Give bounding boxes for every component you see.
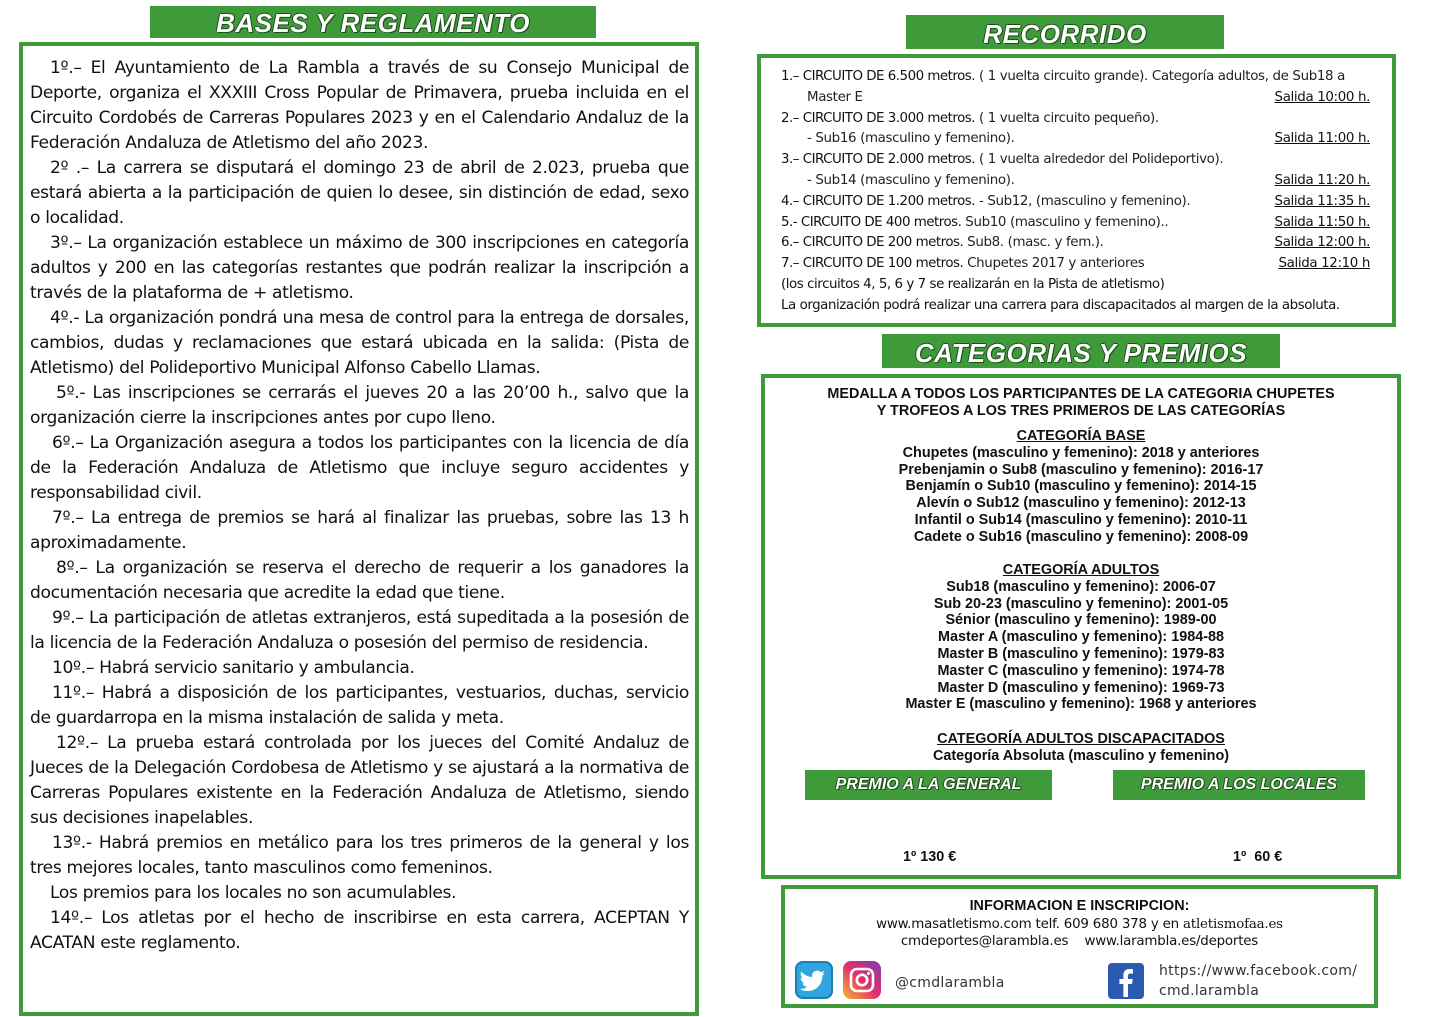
route-row: 6.– CIRCUITO DE 200 metros. Sub8. (masc. y fem.). Salida 12:00 h.	[781, 235, 1370, 251]
list-item: Master A (masculino y femenino): 1984-88	[937, 629, 1225, 646]
route-row: 3.– CIRCUITO DE 2.000 metros. ( 1 vuelta alrededor del Polideportivo).	[781, 152, 1224, 168]
route-row: 4.– CIRCUITO DE 1.200 metros. - Sub12, (masculino y femenino). Salida 11:35 h.	[781, 193, 1370, 209]
route-note: La organización podrá realizar una carrera para discapacitados al margen de la absoluta.	[781, 297, 1340, 313]
email-link[interactable]: cmdeportes@larambla.es	[900, 934, 1069, 949]
rule-12: 12º.– La prueba estará controlada por los jueces del Comité Andaluz de Jueces de la Delegación Cordobesa de Atletismo y se ajustará a la normativa de Carreras Populares existente en la Federación Andaluza de Atletismo, siendo sus decisiones inapelables.	[30, 733, 689, 828]
recorrido-title: RECORRIDO	[906, 15, 1224, 49]
route-row: - Sub14 (masculino y femenino). Salida 11:20 h.	[807, 172, 1370, 188]
list-item: Categoría Absoluta (masculino y femenino)	[932, 747, 1230, 764]
list-item: Sub 20-23 (masculino y femenino): 2001-05	[933, 595, 1229, 612]
list-item: Alevín o Sub12 (masculino y femenino): 2012-13	[916, 495, 1246, 512]
rule-11: 11º.– Habrá a disposición de los participantes, vestuarios, duchas, servicio de guardarropa en la misma instalación de salida y meta.	[30, 683, 689, 728]
twitter-icon[interactable]	[795, 961, 833, 999]
rule-4: 4º.- La organización pondrá una mesa de control para la entrega de dorsales, cambios, dudas y reclamaciones que estará ubicada en la salida: (Pista de Atletismo) del Polideportivo Municipal Alfonso Cabello Llamas.	[30, 308, 689, 378]
route-row: 7.– CIRCUITO DE 100 metros. Chupetes 2017 y anteriores Salida 12:10 h	[781, 256, 1370, 272]
list-item: Prebenjamin o Sub8 (masculino y femenino): 2016-17	[898, 461, 1264, 478]
premio-locales-title: PREMIO A LOS LOCALES	[1113, 770, 1365, 800]
social-handle[interactable]: @cmdlarambla	[895, 975, 1005, 991]
rule-10: 10º.– Habrá servicio sanitario y ambulancia.	[52, 658, 415, 678]
fed-website-link[interactable]: atletismofaa.es	[1183, 917, 1283, 932]
categoria-base	[765, 428, 1397, 546]
instagram-icon[interactable]	[843, 961, 881, 999]
route-row: 2.– CIRCUITO DE 3.000 metros. ( 1 vuelta circuito pequeño).	[781, 110, 1159, 126]
list-item: 1º 130 €	[903, 849, 957, 865]
info-title: INFORMACION E INSCRIPCION:	[969, 898, 1190, 914]
recorrido-box	[757, 54, 1396, 327]
categoria-adultos	[765, 562, 1397, 713]
categorias-box	[761, 374, 1401, 879]
rule-8: 8º.– La organización se reserva el derecho de requerir a los ganadores la documentación necesaria que acredite la edad que tiene.	[30, 558, 689, 603]
list-item: Chupetes (masculino y femenino): 2018 y anteriores	[902, 444, 1260, 461]
website-phone-text: www.masatletismo.com telf. 609 680 378 y en	[876, 917, 1183, 932]
rule-13: 13º.- Habrá premios en metálico para los tres primeros de la general y los tres mejores locales, tanto masculinos como femeninos.	[30, 833, 689, 878]
facebook-icon[interactable]	[1108, 963, 1144, 999]
info-contact-line	[785, 916, 1374, 933]
bases-title: BASES Y REGLAMENTO	[150, 6, 596, 38]
categorias-intro: MEDALLA A TODOS LOS PARTICIPANTES DE LA CATEGORIA CHUPETES Y TROFEOS A LOS TRES PRIMEROS DE LAS CATEGORÍAS	[827, 386, 1335, 419]
categorias-title: CATEGORIAS Y PREMIOS	[882, 334, 1280, 368]
rule-7: 7º.– La entrega de premios se hará al finalizar las pruebas, sobre las 13 h aproximadamente.	[30, 508, 689, 553]
route-row: Master E Salida 10:00 h.	[807, 89, 1370, 105]
rule-5: 5º.- Las inscripciones se cerrarás el jueves 20 a las 20’00 h., salvo que la organización cierre la inscripciones antes por cupo lleno.	[30, 383, 689, 428]
list-item: Infantil o Sub14 (masculino y femenino): 2010-11	[914, 511, 1248, 528]
route-note: (los circuitos 4, 5, 6 y 7 se realizarán en la Pista de atletismo)	[781, 276, 1165, 292]
rule-3: 3º.– La organización establece un máximo de 300 inscripciones en categoría adultos y 200 en las categorías restantes que podrán realizar la inscripción a través de la plataforma de + atletismo.	[30, 233, 689, 303]
rule-1: 1º.– El Ayuntamiento de La Rambla a través de su Consejo Municipal de Deporte, organiza el XXXIII Cross Popular de Primavera, prueba incluida en el Circuito Cordobés de Carreras Populares 2023 y en el Calendario Andaluz de la Federación Andaluza de Atletismo del año 2023.	[30, 58, 689, 153]
categoria-base-title: CATEGORÍA BASE	[1016, 428, 1146, 444]
rule-9: 9º.– La participación de atletas extranjeros, está supeditada a la posesión de la licencia de la Federación Andaluza o posesión del permiso de residencia.	[30, 608, 689, 653]
info-box	[781, 885, 1378, 1008]
list-item: Benjamín o Sub10 (masculino y femenino): 2014-15	[905, 478, 1257, 495]
rule-2: 2º .– La carrera se disputará el domingo 23 de abril de 2.023, prueba que estará abierta a la participación de quien lo desee, sin distinción de edad, sexo o localidad.	[30, 158, 689, 228]
list-item: Master B (masculino y femenino): 1979-83	[937, 645, 1225, 662]
list-item: Cadete o Sub16 (masculino y femenino): 2008-09	[913, 528, 1249, 545]
categoria-discapacitados-title: CATEGORÍA ADULTOS DISCAPACITADOS	[937, 731, 1225, 747]
list-item: Master C (masculino y femenino): 1974-78	[937, 662, 1225, 679]
rule-6: 6º.– La Organización asegura a todos los participantes con la licencia de día de la Federación Andaluza de Atletismo que incluye seguro accidentes y responsabilidad civil.	[30, 433, 689, 503]
list-item: Sénior (masculino y femenino): 1989-00	[945, 612, 1217, 629]
categoria-discapacitados	[765, 731, 1397, 765]
rule-14: 14º.– Los atletas por el hecho de inscribirse en esta carrera, ACEPTAN Y ACATAN este reglamento.	[30, 908, 689, 953]
info-email-line	[785, 933, 1374, 950]
bases-box	[19, 42, 699, 1016]
categoria-adultos-title: CATEGORÍA ADULTOS	[1002, 562, 1160, 578]
facebook-url[interactable]: https://www.facebook.com/ cmd.larambla	[1159, 963, 1358, 999]
list-item: 1º 60 €	[1233, 849, 1283, 865]
rule-13-note: Los premios para los locales no son acumulables.	[50, 883, 457, 903]
list-item: Sub18 (masculino y femenino): 2006-07	[946, 578, 1216, 595]
list-item: Master D (masculino y femenino): 1969-73	[937, 679, 1225, 696]
list-item: Master E (masculino y femenino): 1968 y anteriores	[905, 696, 1257, 713]
route-row: 5.- CIRCUITO DE 400 metros. Sub10 (masculino y femenino).. Salida 11:50 h.	[781, 214, 1370, 230]
route-row: 1.– CIRCUITO DE 6.500 metros. ( 1 vuelta circuito grande). Categoría adultos, de Sub18 a	[781, 69, 1345, 84]
deportes-website-link[interactable]: www.larambla.es/deportes	[1084, 934, 1259, 949]
premio-general-title: PREMIO A LA GENERAL	[805, 770, 1052, 800]
route-row: - Sub16 (masculino y femenino). Salida 11:00 h.	[807, 131, 1370, 147]
